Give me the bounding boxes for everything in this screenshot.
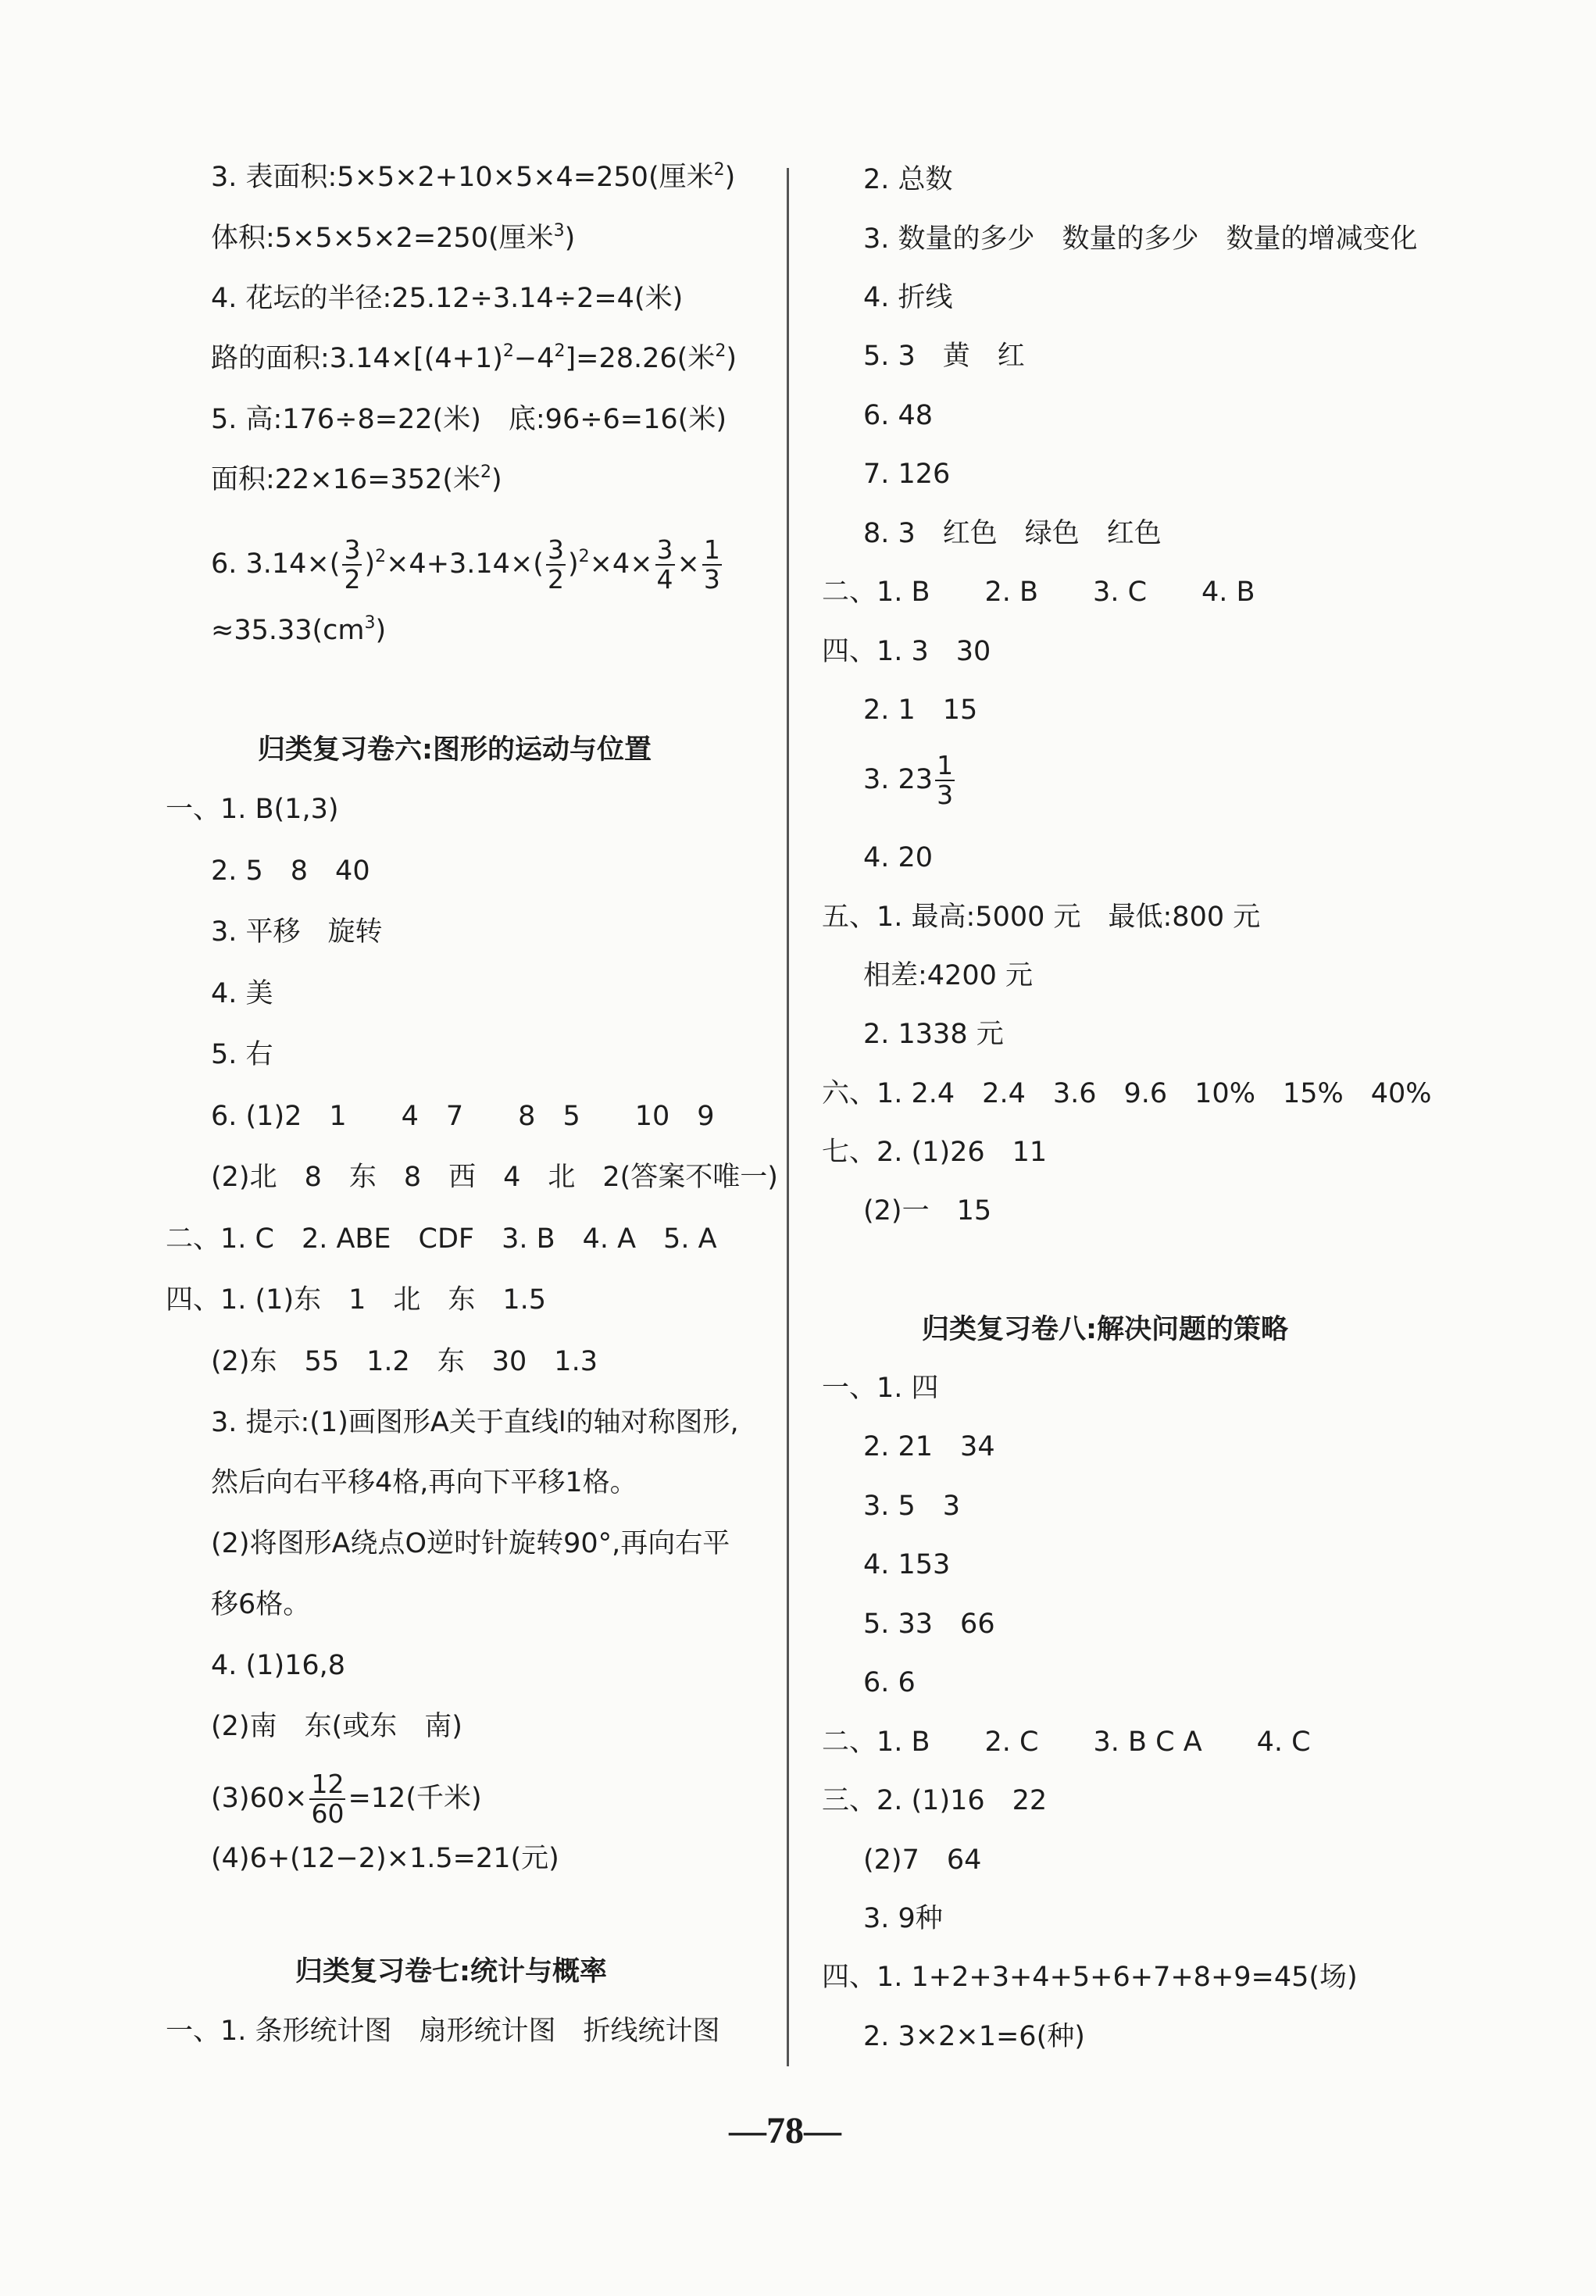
s6-line-6: 6. (1)2 1 4 7 8 5 10 9 xyxy=(211,1101,715,1132)
right-line-20: 2. 21 34 xyxy=(863,1431,995,1462)
right-line-11: 3. 23 $\frac{1}{3}$ xyxy=(863,750,954,810)
right-line-17: 七、2. (1)26 11 xyxy=(822,1137,1048,1168)
s6-line-8: 二、1. C 2. ABE CDF 3. B 4. A 5. A xyxy=(166,1223,717,1255)
left-line-surface-area: 3. 表面积:5×5×2+10×5×4=250(厘米$^2$) xyxy=(211,160,736,193)
section-title-7: 归类复习卷七:统计与概率 xyxy=(295,1956,607,1987)
right-line-21: 3. 5 3 xyxy=(863,1491,961,1522)
right-line-22: 4. 153 xyxy=(863,1549,951,1580)
left-line-fraction-formula: 6. 3.14×( $\frac{3}{2}$ )$^2$×4+3.14×( $\frac{3}{2}$ )$^2$×4× $\frac{3}{4}$ × $\frac{1}{3}$ xyxy=(211,534,720,595)
s6-line-12: 然后向右平移4格,再向下平移1格。 xyxy=(211,1467,637,1498)
s6-line-11: 3. 提示:(1)画图形A关于直线l的轴对称图形, xyxy=(211,1407,739,1438)
s7-line-1: 一、1. 条形统计图 扇形统计图 折线统计图 xyxy=(166,2016,720,2047)
right-line-26: 三、2. (1)16 22 xyxy=(822,1785,1048,1816)
right-line-25: 二、1. B 2. C 3. B C A 4. C xyxy=(822,1726,1311,1758)
right-line-16: 六、1. 2.4 2.4 3.6 9.6 10% 15% 40% xyxy=(822,1078,1432,1109)
right-line-28: 3. 9种 xyxy=(863,1903,943,1934)
right-line-1: 2. 总数 xyxy=(863,164,953,195)
right-line-30: 2. 3×2×1=6(种) xyxy=(863,2021,1085,2052)
right-line-29: 四、1. 1+2+3+4+5+6+7+8+9=45(场) xyxy=(822,1962,1358,1993)
left-line-fraction-result: $\approx 35.33(cm^3)$ xyxy=(211,613,387,646)
s6-line-5: 5. 右 xyxy=(211,1039,273,1070)
s6-line-15: 4. (1)16,8 xyxy=(211,1650,346,1681)
right-line-24: 6. 6 xyxy=(863,1667,916,1698)
left-line-volume: 体积:5×5×5×2=250(厘米$^3$) xyxy=(211,221,576,254)
s6-line-16: (2)南 东(或东 南) xyxy=(211,1711,462,1742)
s6-line-2: 2. 5 8 40 xyxy=(211,855,370,887)
s6-line-9: 四、1. (1)东 1 北 东 1.5 xyxy=(166,1284,547,1316)
right-line-19: 一、1. 四 xyxy=(822,1373,939,1404)
right-line-7: 8. 3 红色 绿色 红色 xyxy=(863,518,1162,549)
right-line-9: 四、1. 3 30 xyxy=(822,636,991,667)
section-title-8: 归类复习卷八:解决问题的策略 xyxy=(922,1314,1288,1345)
right-line-4: 5. 3 黄 红 xyxy=(863,341,1025,372)
section-title-6: 归类复习卷六:图形的运动与位置 xyxy=(258,734,652,766)
right-line-18: (2)一 15 xyxy=(863,1195,992,1227)
right-line-13: 五、1. 最高:5000 元 最低:800 元 xyxy=(822,902,1261,933)
s6-line-1: 一、1. B(1,3) xyxy=(166,794,339,825)
s6-line-4: 4. 美 xyxy=(211,978,273,1009)
left-line-height-base: 5. 高:176÷8=22(米) 底:96÷6=16(米) xyxy=(211,404,727,435)
right-line-5: 6. 48 xyxy=(863,400,934,431)
s6-line-14: 移6格。 xyxy=(211,1589,311,1620)
s6-line-3: 3. 平移 旋转 xyxy=(211,916,383,948)
right-line-12: 4. 20 xyxy=(863,842,934,873)
column-divider xyxy=(787,168,789,2066)
s6-line-13: (2)将图形A绕点O逆时针旋转90°,再向右平 xyxy=(211,1528,730,1559)
right-line-2: 3. 数量的多少 数量的多少 数量的增减变化 xyxy=(863,223,1418,255)
right-line-15: 2. 1338 元 xyxy=(863,1019,1004,1050)
s6-line-18: (4)6+(12−2)×1.5=21(元) xyxy=(211,1843,559,1874)
right-line-3: 4. 折线 xyxy=(863,282,953,313)
left-line-radius: 4. 花坛的半径:25.12÷3.14÷2=4(米) xyxy=(211,283,684,314)
s6-line-7: (2)北 8 东 8 西 4 北 2(答案不唯一) xyxy=(211,1162,778,1193)
left-line-path-area: 路的面积$:3.14\times[(4+1)^2-4^2]=28.26$(米$^2$) xyxy=(211,341,737,374)
right-line-14: 相差:4200 元 xyxy=(863,960,1033,991)
right-line-10: 2. 1 15 xyxy=(863,695,978,726)
right-line-27: (2)7 64 xyxy=(863,1844,982,1876)
page-number: —78— xyxy=(729,2110,841,2151)
left-line-area: 面积:22×16=352(米$^2$) xyxy=(211,462,502,495)
s6-line-10: (2)东 55 1.2 东 30 1.3 xyxy=(211,1346,598,1377)
right-line-8: 二、1. B 2. B 3. C 4. B xyxy=(822,577,1255,608)
s6-line-17: (3)60× $\frac{12}{60}$ =12(千米) xyxy=(211,1769,482,1829)
right-line-6: 7. 126 xyxy=(863,459,951,490)
right-line-23: 5. 33 66 xyxy=(863,1609,995,1640)
